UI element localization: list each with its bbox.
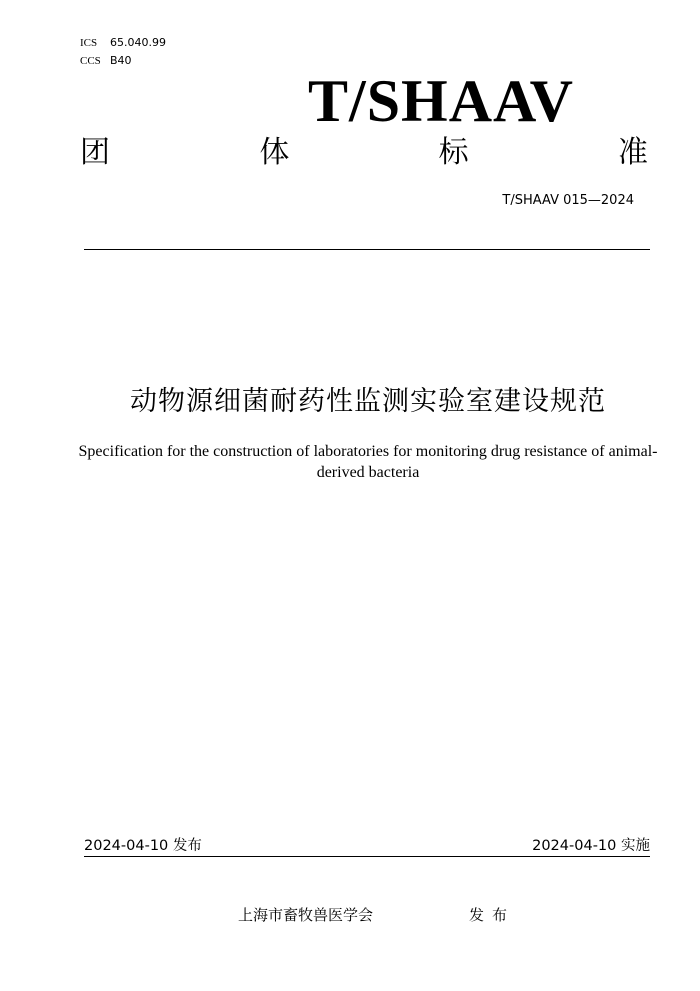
header-divider	[84, 249, 650, 250]
standard-type-char: 团	[80, 135, 110, 170]
ccs-label: CCS	[80, 55, 101, 67]
publish-label: 发布	[469, 906, 516, 924]
standard-number: T/SHAAV 015—2024	[502, 193, 634, 208]
organization-logo: T/SHAAV	[308, 68, 574, 134]
publisher-name: 上海市畜牧兽医学会	[238, 906, 374, 924]
issue-date: 2024-04-10 发布	[84, 838, 202, 854]
ccs-code	[80, 54, 132, 68]
standard-type-char: 体	[259, 135, 290, 170]
standard-type-char: 准	[617, 135, 648, 170]
footer-divider	[84, 856, 650, 857]
ics-label: ICS	[80, 37, 98, 49]
ics-value: 65.040.99	[110, 36, 166, 49]
standard-type	[80, 132, 648, 174]
standard-type-char: 标	[438, 135, 469, 170]
title-english: Specification for the construction of laboratories for monitoring drug resistance of animal-derived bacteria	[78, 443, 658, 481]
title-chinese: 动物源细菌耐药性监测实验室建设规范	[130, 386, 606, 417]
ccs-value: B40	[110, 54, 132, 67]
implementation-date: 2024-04-10 实施	[532, 838, 650, 854]
ics-code	[80, 36, 166, 50]
